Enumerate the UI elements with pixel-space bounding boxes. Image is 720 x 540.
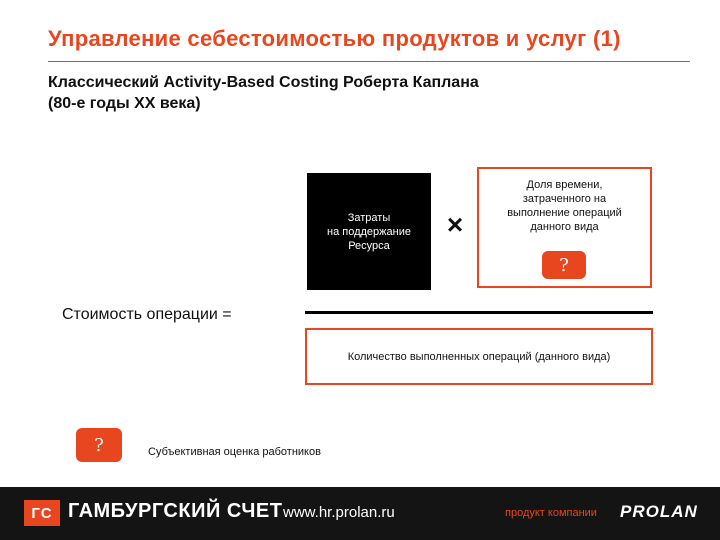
product-by-label: продукт компании xyxy=(505,507,597,519)
footer-bar xyxy=(0,487,720,540)
site-url[interactable]: www.hr.prolan.ru xyxy=(283,504,395,521)
resource-cost-text: Затраты на поддержание Ресурса xyxy=(327,211,411,252)
brand-name: ГАМБУРГСКИЙ СЧЕТ xyxy=(68,500,283,522)
partner-logo: PROLAN xyxy=(620,502,698,521)
fraction-line xyxy=(305,311,653,314)
multiply-operator: × xyxy=(446,209,464,240)
time-share-text: Доля времени, затраченного на выполнение операций данного вида xyxy=(507,179,622,233)
subtitle-line-1: Классический Activity-Based Costing Роберта Каплана xyxy=(48,74,479,91)
resource-cost-box xyxy=(307,173,431,290)
legend-text: Субъективная оценка работников xyxy=(148,446,321,458)
formula-label: Стоимость операции = xyxy=(62,306,232,323)
slide-title: Управление себестоимостью продуктов и услуг (1) xyxy=(48,26,621,51)
brand-logo-icon: ГС xyxy=(24,500,60,526)
title-divider xyxy=(48,61,690,62)
slide-subtitle xyxy=(48,72,479,114)
legend-question-badge: ? xyxy=(76,428,122,462)
operations-count-box: Количество выполненных операций (данного вида) xyxy=(305,328,653,385)
unknown-question-badge: ? xyxy=(542,251,586,279)
subtitle-line-2: (80-е годы ХХ века) xyxy=(48,95,201,112)
